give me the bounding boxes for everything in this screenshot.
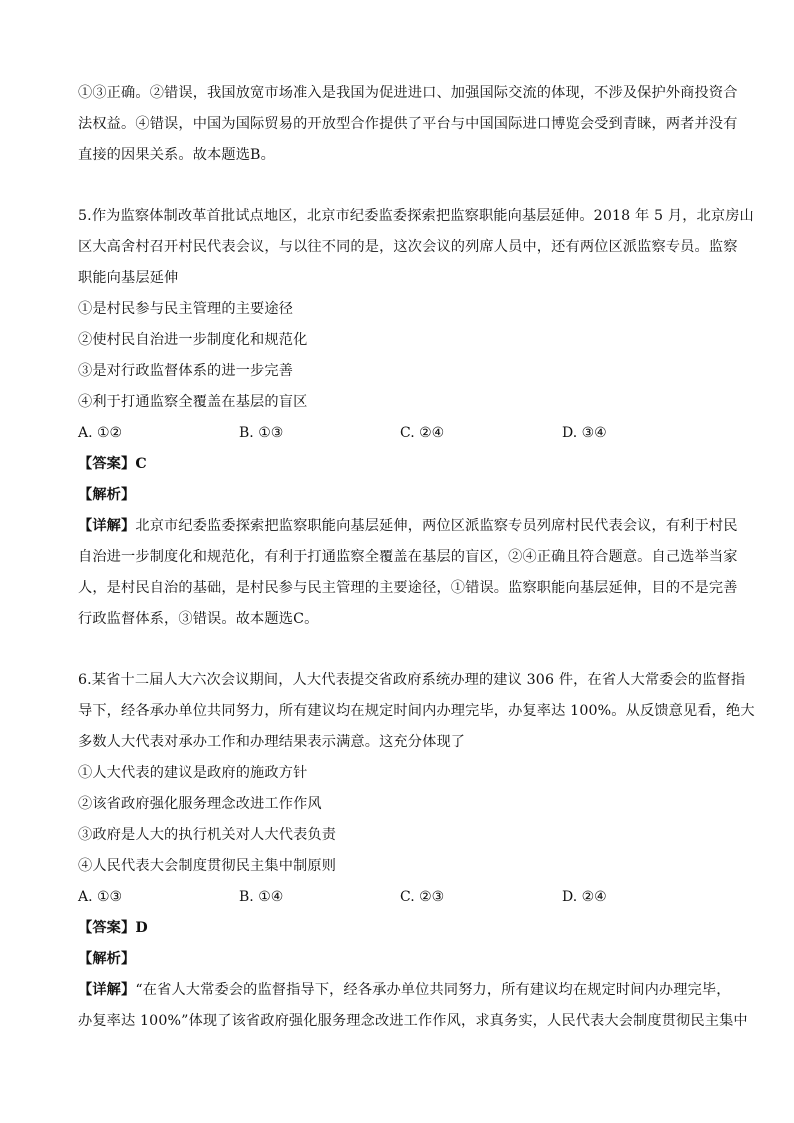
statement-item: ②使村民自治进一步制度化和规范化	[78, 332, 308, 348]
answer-label: 【答案】C	[78, 456, 147, 472]
statement-item: ③政府是人大的执行机关对人大代表负责	[78, 827, 337, 843]
detail-line: 人，是村民自治的基础，是村民参与民主管理的主要途径，①错误。监察职能向基层延伸，目的不是完善	[78, 580, 738, 596]
option-d: D. ③④	[562, 425, 607, 441]
option-a: A. ①③	[78, 889, 123, 905]
question-5	[78, 201, 754, 635]
detail-text: “在省人大常委会的监督指导下，经各承办单位共同努力，所有建议均在规定时间内办理完毕，	[135, 982, 731, 998]
document-page	[78, 78, 755, 1037]
statement-item: ①人大代表的建议是政府的施政方针	[78, 765, 308, 781]
answer-options	[78, 882, 726, 913]
option-a: A. ①②	[78, 425, 123, 441]
prev-explanation	[78, 78, 738, 171]
question-stem-line: 多数人大代表对承办工作和办理结果表示满意。这充分体现了	[78, 734, 466, 750]
question-stem-line: 职能向基层延伸	[78, 270, 179, 286]
statement-item: ④利于打通监察全覆盖在基层的盲区	[78, 394, 308, 410]
analysis-label: 【解析】	[78, 487, 136, 503]
text-line: 直接的因果关系。故本题选B。	[78, 147, 275, 163]
statement-item: ④人民代表大会制度贯彻民主集中制原则	[78, 858, 337, 874]
analysis-label: 【解析】	[78, 951, 136, 967]
option-b: B. ①④	[239, 889, 284, 905]
spacer	[78, 635, 726, 665]
spacer	[78, 171, 726, 201]
statement-item: ③是对行政监督体系的进一步完善	[78, 363, 294, 379]
statement-item: ①是村民参与民主管理的主要途径	[78, 301, 294, 317]
detail-tag: 【详解】	[78, 982, 136, 998]
detail-line: 自治进一步制度化和规范化，有利于打通监察全覆盖在基层的盲区，②④正确且符合题意。自己选举当家	[78, 549, 738, 565]
question-6	[78, 665, 755, 1037]
statement-item: ②该省政府强化服务理念改进工作作风	[78, 796, 322, 812]
option-c: C. ②③	[400, 889, 445, 905]
question-stem-line: 区大高舍村召开村民代表会议，与以往不同的是，这次会议的列席人员中，还有两位区派监察专员。监察	[78, 239, 738, 255]
option-c: C. ②④	[400, 425, 445, 441]
detail-text: 北京市纪委监委探索把监察职能向基层延伸，两位区派监察专员列席村民代表会议，有利于村民	[135, 518, 738, 534]
detail-line	[78, 511, 738, 542]
option-b: B. ①③	[239, 425, 284, 441]
detail-line: 办复率达 100%”体现了该省政府强化服务理念改进工作作风，求真务实，人民代表大会制度贯彻民主集中	[78, 1013, 748, 1029]
question-stem-line: 5.作为监察体制改革首批试点地区，北京市纪委监委探索把监察职能向基层延伸。2018 年 5 月，北京房山	[78, 208, 754, 224]
detail-line	[78, 975, 731, 1006]
text-line: ①③正确。②错误，我国放宽市场准入是我国为促进进口、加强国际交流的体现，不涉及保护外商投资合	[78, 85, 738, 101]
question-stem-line: 导下，经各承办单位共同努力，所有建议均在规定时间内办理完毕，办复率达 100%。从反馈意见看，绝大	[78, 703, 755, 719]
answer-options	[78, 418, 726, 449]
text-line: 法权益。④错误，中国为国际贸易的开放型合作提供了平台与中国国际进口博览会受到青睐，两者并没有	[78, 116, 738, 132]
detail-line: 行政监督体系，③错误。故本题选C。	[78, 611, 319, 627]
answer-label: 【答案】D	[78, 920, 148, 936]
detail-tag: 【详解】	[78, 518, 136, 534]
option-d: D. ②④	[562, 889, 607, 905]
question-stem-line: 6.某省十二届人大六次会议期间，人大代表提交省政府系统办理的建议 306 件，在省人大常委会的监督指	[78, 672, 746, 688]
